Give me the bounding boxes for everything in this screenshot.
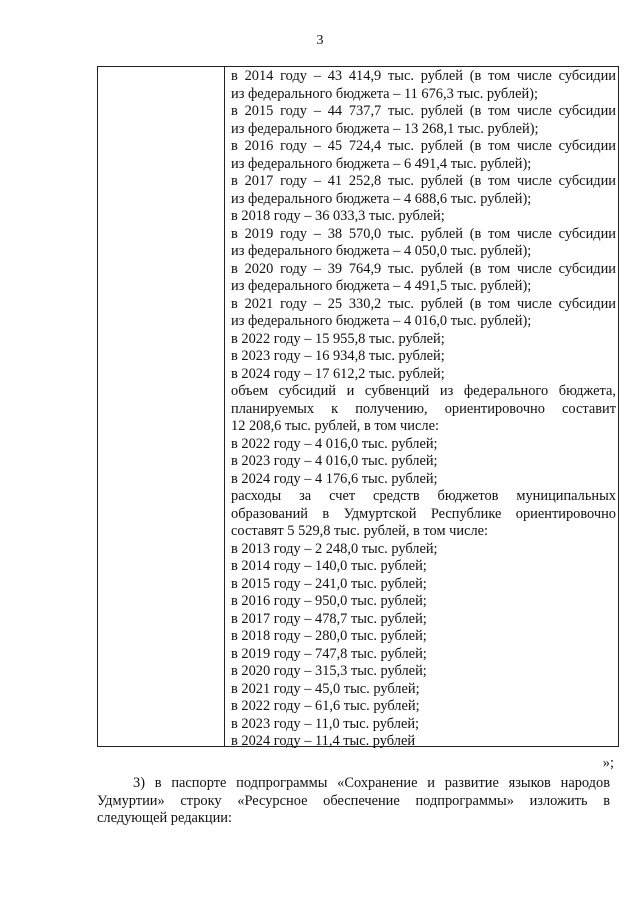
funding-line: в 2024 году – 4 176,6 тыс. рублей; bbox=[231, 470, 438, 487]
funding-line: из федерального бюджета – 13 268,1 тыс. рублей); bbox=[231, 120, 539, 137]
funding-line: в 2022 году – 4 016,0 тыс. рублей; bbox=[231, 435, 438, 452]
amendment-paragraph bbox=[97, 775, 610, 828]
closing-quote: »; bbox=[602, 755, 614, 771]
funding-line: образований в Удмуртской Республике ориентировочно bbox=[231, 505, 616, 522]
funding-line: в 2019 году – 38 570,0 тыс. рублей (в том числе субсидии bbox=[231, 225, 616, 242]
funding-line: из федерального бюджета – 6 491,4 тыс. рублей); bbox=[231, 155, 532, 172]
funding-line: расходы за счет средств бюджетов муниципальных bbox=[231, 488, 616, 504]
funding-line: в 2018 году – 280,0 тыс. рублей; bbox=[231, 628, 427, 644]
funding-line: в 2016 году – 45 724,4 тыс. рублей (в том числе субсидии bbox=[231, 138, 616, 154]
funding-line: в 2021 году – 45,0 тыс. рублей; bbox=[231, 680, 420, 697]
funding-line: из федерального бюджета – 4 688,6 тыс. рублей); bbox=[231, 190, 532, 207]
funding-line: в 2015 году – 241,0 тыс. рублей; bbox=[231, 575, 427, 592]
funding-line: в 2014 году – 43 414,9 тыс. рублей (в том числе субсидии bbox=[231, 68, 616, 84]
resource-table bbox=[97, 66, 619, 747]
funding-line: из федерального бюджета – 4 050,0 тыс. рублей); bbox=[231, 243, 532, 259]
funding-line: планируемых к получению, ориентировочно составит bbox=[231, 400, 616, 417]
funding-line: в 2016 году – 950,0 тыс. рублей; bbox=[231, 593, 427, 609]
funding-line: в 2022 году – 15 955,8 тыс. рублей; bbox=[231, 330, 445, 347]
funding-line: в 2015 году – 44 737,7 тыс. рублей (в том числе субсидии bbox=[231, 103, 616, 119]
funding-line: в 2024 году – 17 612,2 тыс. рублей; bbox=[231, 365, 445, 382]
funding-line: 12 208,6 тыс. рублей, в том числе: bbox=[231, 418, 439, 434]
funding-line: в 2014 году – 140,0 тыс. рублей; bbox=[231, 558, 427, 574]
funding-line: в 2023 году – 16 934,8 тыс. рублей; bbox=[231, 348, 445, 364]
funding-line: в 2022 году – 61,6 тыс. рублей; bbox=[231, 698, 420, 714]
funding-line: в 2020 году – 315,3 тыс. рублей; bbox=[231, 663, 427, 679]
funding-line: в 2023 году – 11,0 тыс. рублей; bbox=[231, 715, 420, 732]
paragraph-line: Удмуртии» строку «Ресурсное обеспечение подпрограммы» изложить в bbox=[97, 792, 610, 809]
funding-line: из федерального бюджета – 4 491,5 тыс. рублей); bbox=[231, 278, 532, 294]
funding-line: в 2024 году – 11,4 тыс. рублей bbox=[231, 733, 416, 749]
funding-line: из федерального бюджета – 4 016,0 тыс. рублей); bbox=[231, 313, 532, 329]
funding-line: в 2021 году – 25 330,2 тыс. рублей (в том числе субсидии bbox=[231, 295, 616, 312]
paragraph-line: следующей редакции: bbox=[97, 810, 232, 826]
funding-line: из федерального бюджета – 11 676,3 тыс. рублей); bbox=[231, 85, 538, 102]
funding-line: в 2018 году – 36 033,3 тыс. рублей; bbox=[231, 208, 445, 224]
paragraph-line: 3) в паспорте подпрограммы «Сохранение и развитие языков народов bbox=[133, 775, 610, 791]
funding-line: составят 5 529,8 тыс. рублей, в том числе: bbox=[231, 523, 489, 539]
funding-line: в 2013 году – 2 248,0 тыс. рублей; bbox=[231, 540, 438, 557]
funding-line: объем субсидий и субвенций из федерального бюджета, bbox=[231, 383, 616, 399]
funding-line: в 2020 году – 39 764,9 тыс. рублей (в том числе субсидии bbox=[231, 260, 616, 277]
funding-line: в 2017 году – 41 252,8 тыс. рублей (в том числе субсидии bbox=[231, 173, 616, 189]
page-number: 3 bbox=[316, 33, 324, 48]
column-divider bbox=[224, 67, 225, 746]
funding-line: в 2023 году – 4 016,0 тыс. рублей; bbox=[231, 453, 438, 469]
table-cell-funding bbox=[231, 68, 616, 751]
funding-line: в 2019 году – 747,8 тыс. рублей; bbox=[231, 645, 427, 662]
funding-line: в 2017 году – 478,7 тыс. рублей; bbox=[231, 610, 427, 627]
